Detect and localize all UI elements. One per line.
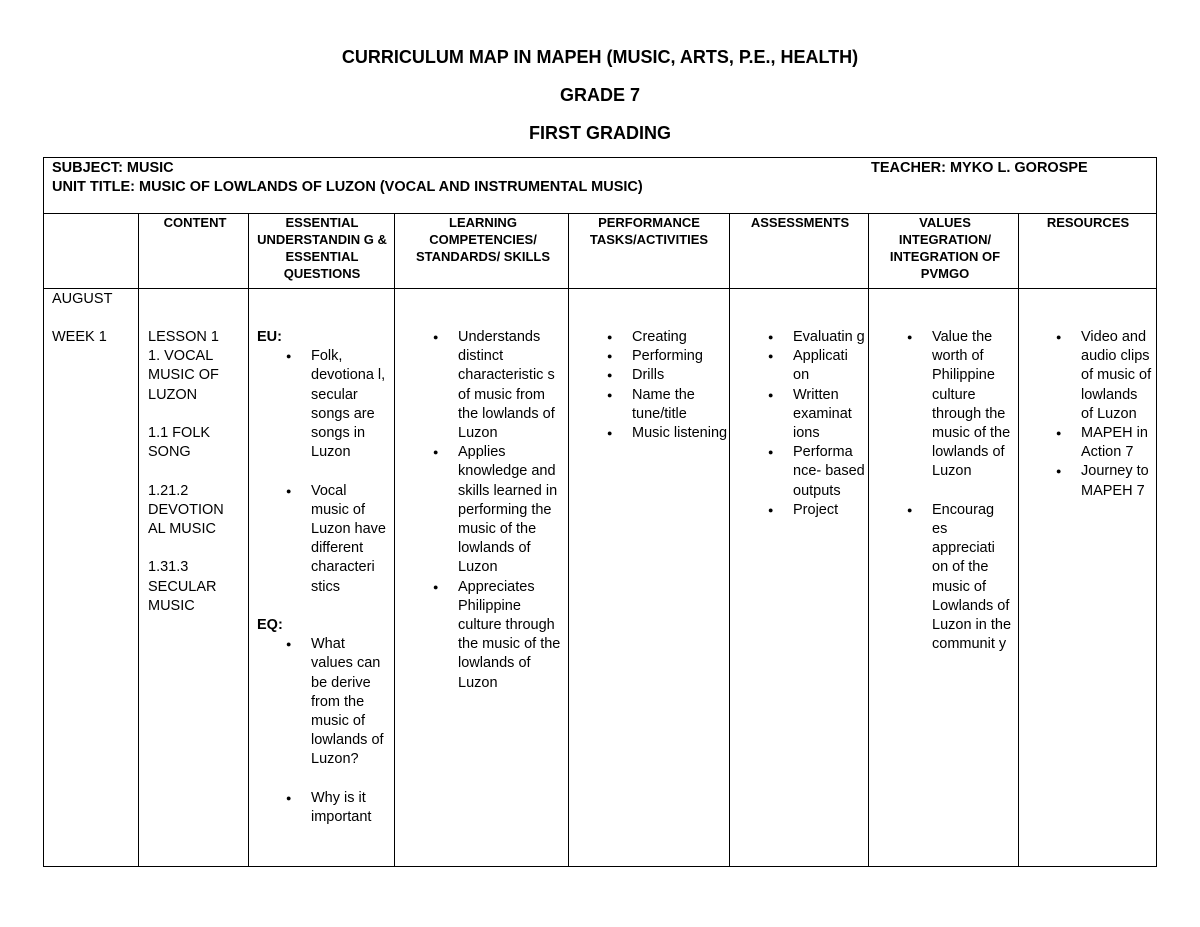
- header-essential: ESSENTIAL UNDERSTANDIN G & ESSENTIAL QUESTIONS: [257, 215, 387, 281]
- list-item: ● MAPEH in Action 7: [1081, 424, 1153, 462]
- eu-list: [311, 347, 387, 597]
- lesson-topic: 1. VOCAL MUSIC OF LUZON: [148, 348, 219, 403]
- list-item: ● Drills: [632, 366, 728, 385]
- list-item: ● Performa nce- based outputs: [793, 443, 865, 501]
- resources-list: [1081, 328, 1153, 501]
- assessments-cell: [793, 328, 865, 520]
- column-divider: [248, 213, 249, 867]
- content-cell: [148, 328, 242, 616]
- list-item: ● Applies knowledge and skills learned in performing the music of the lowlands of Luzon: [458, 443, 564, 577]
- list-item: ● Vocal music of Luzon have different characteri stics: [311, 482, 387, 597]
- month-label: AUGUST: [52, 291, 113, 307]
- list-item: ● Name the tune/title: [632, 386, 728, 424]
- list-item: ● Written examinat ions: [793, 386, 865, 444]
- document-title: CURRICULUM MAP IN MAPEH (MUSIC, ARTS, P.E., HEALTH): [341, 47, 859, 67]
- list-item: ● Project: [793, 501, 865, 520]
- header-resources: RESOURCES: [1046, 215, 1130, 230]
- header-assessments: ASSESSMENTS: [750, 215, 850, 230]
- column-divider: [868, 213, 869, 867]
- curriculum-table: [43, 157, 1157, 867]
- list-item: ● Creating: [632, 328, 728, 347]
- list-item: ● Why is it important: [311, 789, 387, 827]
- list-item: ● Evaluatin g: [793, 328, 865, 347]
- column-divider: [1018, 213, 1019, 867]
- content-subtopic: 1.31.3 SECULAR MUSIC: [148, 559, 217, 614]
- teacher-label: TEACHER: MYKO L. GOROSPE: [871, 160, 1088, 176]
- header-divider: [43, 288, 1157, 289]
- competencies-list: [458, 328, 564, 693]
- unit-title: UNIT TITLE: MUSIC OF LOWLANDS OF LUZON (VOCAL AND INSTRUMENTAL MUSIC): [52, 179, 643, 195]
- essential-cell: [257, 328, 389, 827]
- table-border-top: [43, 157, 1157, 158]
- assessments-list: [793, 328, 865, 520]
- eq-list: [311, 635, 387, 827]
- list-item: ● Video and audio clips of music of lowlands of Luzon: [1081, 328, 1153, 424]
- lesson-label: LESSON 1: [148, 329, 219, 345]
- list-item: ● Understands distinct characteristic s of music from the lowlands of Luzon: [458, 328, 564, 443]
- column-divider: [394, 213, 395, 867]
- eq-label: EQ:: [257, 617, 283, 634]
- column-divider: [138, 213, 139, 867]
- table-border-right: [1156, 157, 1157, 867]
- list-item: ● Value the worth of Philippine culture through the music of the lowlands of Luzon: [932, 328, 1012, 482]
- competencies-cell: [458, 328, 564, 693]
- grading-title: FIRST GRADING: [529, 123, 671, 143]
- list-item: ● Folk, devotiona l, secular songs are songs in Luzon: [311, 347, 387, 462]
- list-item: ● Appreciates Philippine culture through the music of the lowlands of Luzon: [458, 578, 564, 693]
- performance-list: [632, 328, 728, 443]
- list-item: ● Applicati on: [793, 347, 865, 385]
- column-divider: [568, 213, 569, 867]
- header-performance: PERFORMANCE TASKS/ACTIVITIES: [589, 215, 709, 247]
- list-item: ● Encourag es appreciati on of the music of Lowlands of Luzon in the communit y: [932, 501, 1012, 655]
- table-border-left: [43, 157, 44, 867]
- content-subtopic: 1.1 FOLK SONG: [148, 425, 211, 461]
- content-subtopic: 1.21.2 DEVOTION AL MUSIC: [148, 482, 224, 537]
- subject-label: SUBJECT: MUSIC: [52, 160, 174, 176]
- column-divider: [729, 213, 730, 867]
- list-item: ● What values can be derive from the music of lowlands of Luzon?: [311, 635, 387, 769]
- values-list: [932, 328, 1012, 654]
- table-border-bottom: [43, 866, 1157, 867]
- eu-label: EU:: [257, 329, 282, 345]
- header-competencies: LEARNING COMPETENCIES/ STANDARDS/ SKILLS: [415, 215, 551, 264]
- list-item: ● Music listening: [632, 424, 728, 443]
- week-label: WEEK 1: [52, 329, 107, 345]
- grade-title: GRADE 7: [559, 85, 640, 105]
- header-content: CONTENT: [163, 215, 227, 230]
- list-item: ● Journey to MAPEH 7: [1081, 462, 1153, 500]
- resources-cell: [1081, 328, 1153, 501]
- values-cell: [932, 328, 1012, 654]
- header-values: VALUES INTEGRATION/ INTEGRATION OF PVMGO: [889, 215, 1001, 281]
- list-item: ● Performing: [632, 347, 728, 366]
- performance-cell: [632, 328, 728, 443]
